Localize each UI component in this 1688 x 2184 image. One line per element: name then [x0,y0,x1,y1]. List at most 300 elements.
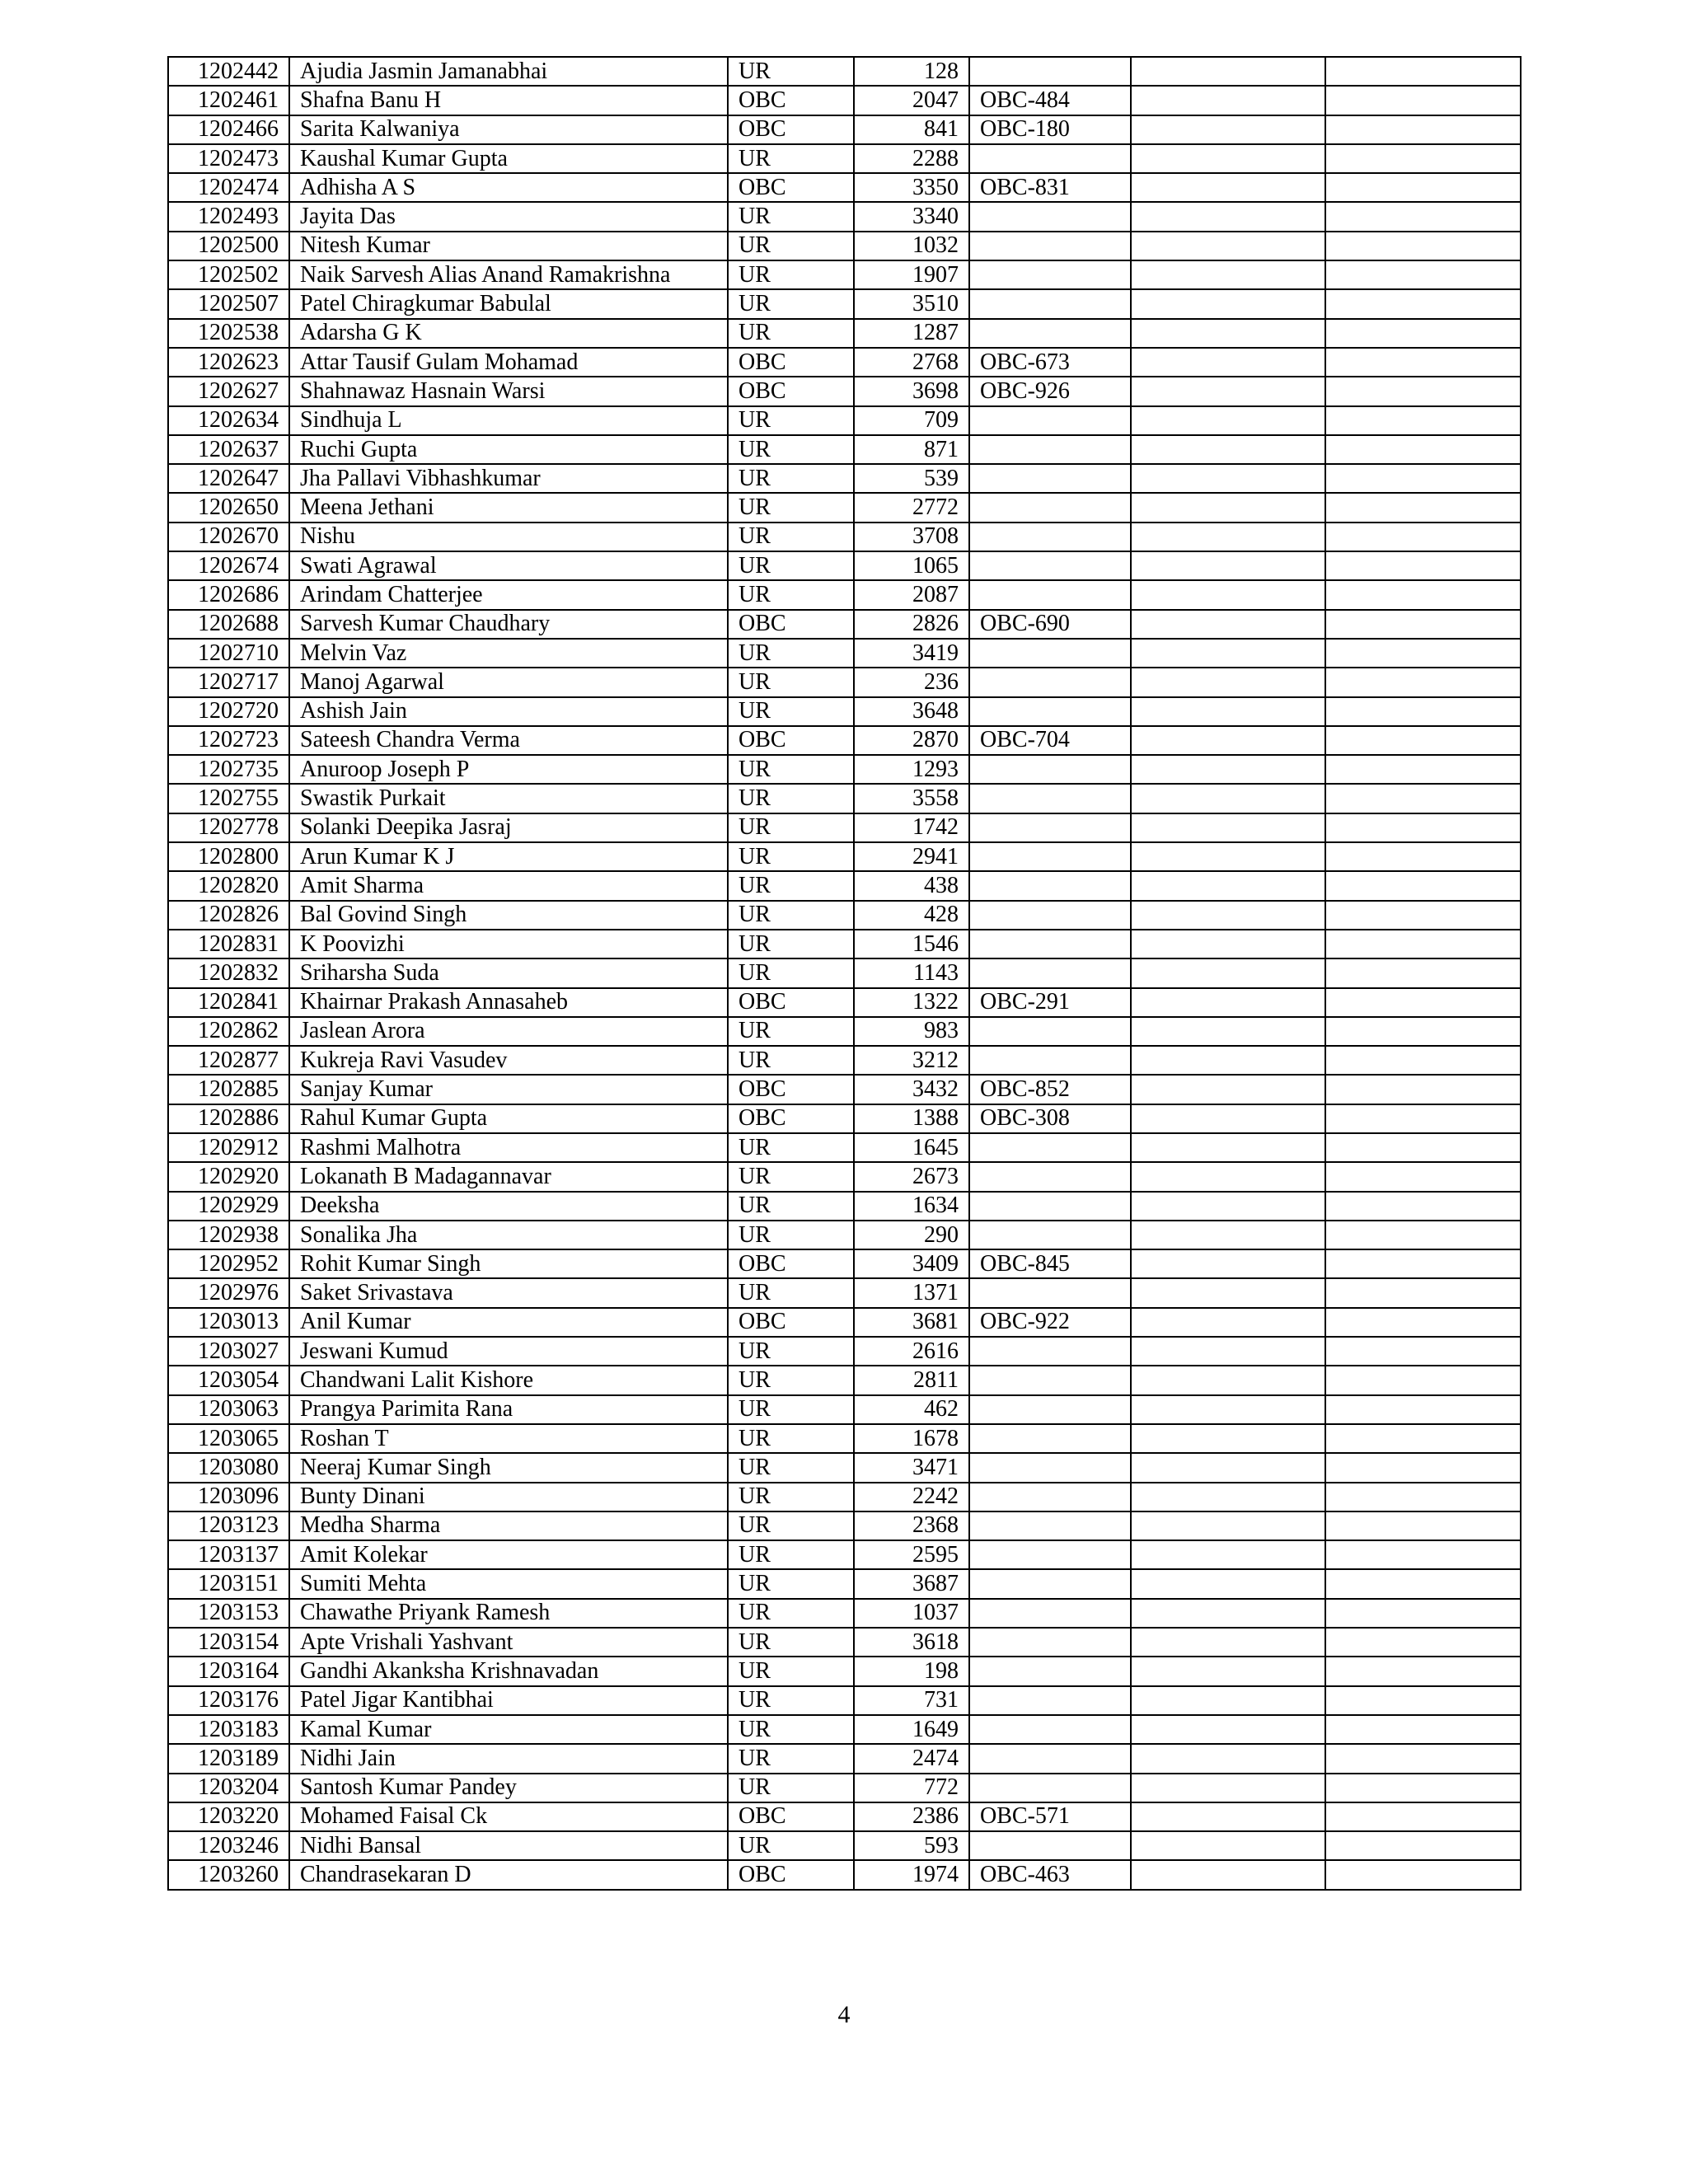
table-row [168,1831,1521,1860]
extra-cell [1325,726,1521,755]
roll-number-cell: 1202650 [168,493,289,522]
remarks-cell [1131,813,1325,842]
candidate-name-cell: Anil Kumar [289,1308,728,1337]
rank-cell: 2941 [854,842,969,871]
rank-cell: 3558 [854,784,969,813]
candidate-name-cell: Manoj Agarwal [289,668,728,696]
category-cell: UR [728,464,854,493]
extra-cell [1325,871,1521,900]
roll-number-cell: 1202623 [168,348,289,377]
category-rank-cell [969,1569,1131,1598]
candidate-name-cell: Ashish Jain [289,697,728,726]
category-rank-cell [969,901,1131,930]
roll-number-cell: 1202717 [168,668,289,696]
category-rank-cell [969,1657,1131,1685]
candidate-name-cell: Rashmi Malhotra [289,1133,728,1162]
candidate-name-cell: Nidhi Jain [289,1744,728,1773]
category-cell: UR [728,406,854,435]
extra-cell [1325,1424,1521,1453]
candidate-name-cell: Kaushal Kumar Gupta [289,144,728,173]
table-row [168,1628,1521,1657]
extra-cell [1325,1511,1521,1540]
rank-cell: 2768 [854,348,969,377]
category-rank-cell: OBC-180 [969,115,1131,144]
table-row [168,1860,1521,1889]
rank-cell: 1371 [854,1278,969,1307]
roll-number-cell: 1202442 [168,57,289,86]
rank-cell: 2870 [854,726,969,755]
remarks-cell [1131,57,1325,86]
candidate-name-cell: Prangya Parimita Rana [289,1395,728,1424]
category-rank-cell [969,493,1131,522]
category-cell: OBC [728,173,854,202]
category-cell: UR [728,755,854,784]
remarks-cell [1131,493,1325,522]
roll-number-cell: 1203063 [168,1395,289,1424]
rank-cell: 428 [854,901,969,930]
table-row [168,1540,1521,1569]
remarks-cell [1131,988,1325,1017]
remarks-cell [1131,1133,1325,1162]
remarks-cell [1131,901,1325,930]
category-cell: UR [728,1686,854,1715]
category-rank-cell [969,1686,1131,1715]
category-rank-cell [969,1395,1131,1424]
category-cell: UR [728,1831,854,1860]
category-rank-cell [969,1774,1131,1802]
category-rank-cell: OBC-308 [969,1104,1131,1133]
roll-number-cell: 1202674 [168,551,289,580]
extra-cell [1325,1075,1521,1104]
remarks-cell [1131,406,1325,435]
table-row [168,1337,1521,1366]
table-row [168,1744,1521,1773]
candidate-name-cell: Swati Agrawal [289,551,728,580]
rank-cell: 983 [854,1017,969,1046]
category-cell: UR [728,1628,854,1657]
extra-cell [1325,755,1521,784]
rank-cell: 1032 [854,232,969,260]
remarks-cell [1131,639,1325,668]
remarks-cell [1131,1453,1325,1482]
category-rank-cell [969,1221,1131,1249]
table-row [168,1657,1521,1685]
roll-number-cell: 1202841 [168,988,289,1017]
extra-cell [1325,1104,1521,1133]
rank-cell: 2087 [854,580,969,609]
candidate-name-cell: Medha Sharma [289,1511,728,1540]
candidate-name-cell: Sonalika Jha [289,1221,728,1249]
rank-cell: 3510 [854,289,969,318]
category-rank-cell [969,232,1131,260]
remarks-cell [1131,202,1325,231]
extra-cell [1325,958,1521,987]
category-rank-cell [969,1192,1131,1221]
remarks-cell [1131,930,1325,958]
extra-cell [1325,639,1521,668]
candidate-name-cell: Sanjay Kumar [289,1075,728,1104]
category-rank-cell [969,57,1131,86]
rank-cell: 2474 [854,1744,969,1773]
rank-cell: 2826 [854,610,969,639]
candidate-name-cell: Deeksha [289,1192,728,1221]
candidate-name-cell: Sarvesh Kumar Chaudhary [289,610,728,639]
table-row [168,115,1521,144]
extra-cell [1325,1657,1521,1685]
roll-number-cell: 1202952 [168,1249,289,1278]
table-row [168,1483,1521,1511]
remarks-cell [1131,1599,1325,1628]
table-row [168,726,1521,755]
category-rank-cell [969,1017,1131,1046]
candidate-name-cell: Bunty Dinani [289,1483,728,1511]
rank-cell: 1293 [854,755,969,784]
extra-cell [1325,930,1521,958]
rank-cell: 1143 [854,958,969,987]
category-cell: UR [728,523,854,551]
candidate-name-cell: Jeswani Kumud [289,1337,728,1366]
table-row [168,1715,1521,1744]
remarks-cell [1131,1424,1325,1453]
category-cell: UR [728,1744,854,1773]
candidate-name-cell: Rohit Kumar Singh [289,1249,728,1278]
category-rank-cell: OBC-673 [969,348,1131,377]
category-cell: OBC [728,726,854,755]
extra-cell [1325,1774,1521,1802]
table-row [168,901,1521,930]
category-rank-cell [969,1046,1131,1075]
extra-cell [1325,668,1521,696]
remarks-cell [1131,1366,1325,1394]
extra-cell [1325,1221,1521,1249]
rank-cell: 3350 [854,173,969,202]
category-cell: UR [728,697,854,726]
candidate-name-cell: Roshan T [289,1424,728,1453]
remarks-cell [1131,551,1325,580]
roll-number-cell: 1202862 [168,1017,289,1046]
remarks-cell [1131,1483,1325,1511]
category-rank-cell [969,668,1131,696]
roll-number-cell: 1203189 [168,1744,289,1773]
roll-number-cell: 1203137 [168,1540,289,1569]
category-rank-cell [969,406,1131,435]
category-cell: OBC [728,1802,854,1831]
category-rank-cell: OBC-690 [969,610,1131,639]
candidate-name-cell: Sindhuja L [289,406,728,435]
remarks-cell [1131,115,1325,144]
table-row [168,668,1521,696]
candidate-name-cell: Attar Tausif Gulam Mohamad [289,348,728,377]
table-row [168,1395,1521,1424]
remarks-cell [1131,697,1325,726]
category-cell: UR [728,1046,854,1075]
table-row [168,493,1521,522]
extra-cell [1325,1483,1521,1511]
category-cell: UR [728,958,854,987]
category-cell: UR [728,1774,854,1802]
rank-cell: 2595 [854,1540,969,1569]
category-rank-cell [969,464,1131,493]
category-cell: UR [728,842,854,871]
candidate-name-cell: Arindam Chatterjee [289,580,728,609]
candidate-name-cell: Lokanath B Madagannavar [289,1162,728,1191]
category-cell: UR [728,871,854,900]
rank-cell: 2368 [854,1511,969,1540]
category-rank-cell: OBC-484 [969,86,1131,115]
remarks-cell [1131,86,1325,115]
extra-cell [1325,493,1521,522]
roll-number-cell: 1202826 [168,901,289,930]
rank-cell: 3340 [854,202,969,231]
category-cell: OBC [728,988,854,1017]
roll-number-cell: 1202473 [168,144,289,173]
category-cell: UR [728,930,854,958]
category-rank-cell: OBC-571 [969,1802,1131,1831]
table-row [168,289,1521,318]
category-rank-cell [969,1744,1131,1773]
roll-number-cell: 1203123 [168,1511,289,1540]
extra-cell [1325,1744,1521,1773]
extra-cell [1325,406,1521,435]
rank-cell: 731 [854,1686,969,1715]
extra-cell [1325,1715,1521,1744]
category-cell: UR [728,144,854,173]
category-cell: OBC [728,377,854,405]
category-cell: UR [728,668,854,696]
candidate-name-cell: Neeraj Kumar Singh [289,1453,728,1482]
candidate-name-cell: K Poovizhi [289,930,728,958]
rank-cell: 1907 [854,260,969,289]
candidate-name-cell: Khairnar Prakash Annasaheb [289,988,728,1017]
table-row [168,86,1521,115]
roll-number-cell: 1203096 [168,1483,289,1511]
remarks-cell [1131,871,1325,900]
rank-cell: 1287 [854,319,969,348]
table-row [168,580,1521,609]
category-cell: OBC [728,86,854,115]
category-rank-cell [969,1278,1131,1307]
category-cell: UR [728,202,854,231]
rank-cell: 1546 [854,930,969,958]
remarks-cell [1131,1104,1325,1133]
category-rank-cell [969,1540,1131,1569]
table-row [168,173,1521,202]
remarks-cell [1131,377,1325,405]
category-cell: UR [728,1569,854,1598]
category-cell: UR [728,1424,854,1453]
category-cell: OBC [728,1860,854,1889]
table-row [168,1366,1521,1394]
table-row [168,610,1521,639]
roll-number-cell: 1202500 [168,232,289,260]
remarks-cell [1131,1569,1325,1598]
candidate-name-cell: Patel Jigar Kantibhai [289,1686,728,1715]
candidate-name-cell: Sriharsha Suda [289,958,728,987]
roll-number-cell: 1202938 [168,1221,289,1249]
roll-number-cell: 1202831 [168,930,289,958]
results-table [167,56,1522,1891]
extra-cell [1325,1366,1521,1394]
roll-number-cell: 1202634 [168,406,289,435]
category-rank-cell [969,1831,1131,1860]
roll-number-cell: 1202502 [168,260,289,289]
rank-cell: 539 [854,464,969,493]
remarks-cell [1131,144,1325,173]
extra-cell [1325,260,1521,289]
candidate-name-cell: Meena Jethani [289,493,728,522]
rank-cell: 772 [854,1774,969,1802]
category-rank-cell [969,319,1131,348]
candidate-name-cell: Sarita Kalwaniya [289,115,728,144]
extra-cell [1325,57,1521,86]
rank-cell: 3648 [854,697,969,726]
candidate-name-cell: Ruchi Gupta [289,435,728,464]
extra-cell [1325,1278,1521,1307]
extra-cell [1325,289,1521,318]
table-row [168,1278,1521,1307]
category-cell: UR [728,1278,854,1307]
remarks-cell [1131,755,1325,784]
category-cell: UR [728,1657,854,1685]
roll-number-cell: 1202755 [168,784,289,813]
candidate-name-cell: Adhisha A S [289,173,728,202]
candidate-name-cell: Anuroop Joseph P [289,755,728,784]
rank-cell: 290 [854,1221,969,1249]
category-cell: OBC [728,1249,854,1278]
remarks-cell [1131,435,1325,464]
table-row [168,1046,1521,1075]
extra-cell [1325,1802,1521,1831]
category-rank-cell [969,813,1131,842]
extra-cell [1325,1308,1521,1337]
rank-cell: 2616 [854,1337,969,1366]
remarks-cell [1131,610,1325,639]
rank-cell: 2386 [854,1802,969,1831]
roll-number-cell: 1202466 [168,115,289,144]
category-cell: UR [728,1599,854,1628]
remarks-cell [1131,289,1325,318]
extra-cell [1325,232,1521,260]
remarks-cell [1131,1744,1325,1773]
extra-cell [1325,1453,1521,1482]
extra-cell [1325,580,1521,609]
category-rank-cell [969,1366,1131,1394]
category-cell: UR [728,1453,854,1482]
extra-cell [1325,435,1521,464]
table-row [168,1511,1521,1540]
table-row [168,1249,1521,1278]
category-cell: UR [728,1366,854,1394]
rank-cell: 3419 [854,639,969,668]
rank-cell: 2047 [854,86,969,115]
category-rank-cell [969,755,1131,784]
roll-number-cell: 1202461 [168,86,289,115]
category-rank-cell: OBC-463 [969,1860,1131,1889]
rank-cell: 1649 [854,1715,969,1744]
remarks-cell [1131,1511,1325,1540]
rank-cell: 593 [854,1831,969,1860]
category-cell: UR [728,1395,854,1424]
rank-cell: 3698 [854,377,969,405]
roll-number-cell: 1202710 [168,639,289,668]
candidate-name-cell: Naik Sarvesh Alias Anand Ramakrishna [289,260,728,289]
candidate-name-cell: Nidhi Bansal [289,1831,728,1860]
remarks-cell [1131,958,1325,987]
remarks-cell [1131,1860,1325,1889]
table-row [168,697,1521,726]
table-row [168,551,1521,580]
category-rank-cell [969,958,1131,987]
table-row [168,1453,1521,1482]
extra-cell [1325,115,1521,144]
category-cell: UR [728,1221,854,1249]
category-rank-cell [969,1628,1131,1657]
extra-cell [1325,319,1521,348]
rank-cell: 3618 [854,1628,969,1657]
remarks-cell [1131,1657,1325,1685]
table-row [168,639,1521,668]
category-cell: UR [728,1162,854,1191]
rank-cell: 871 [854,435,969,464]
rank-cell: 3471 [854,1453,969,1482]
remarks-cell [1131,1046,1325,1075]
candidate-name-cell: Santosh Kumar Pandey [289,1774,728,1802]
candidate-name-cell: Shafna Banu H [289,86,728,115]
extra-cell [1325,1046,1521,1075]
table-row [168,523,1521,551]
roll-number-cell: 1202720 [168,697,289,726]
roll-number-cell: 1202800 [168,842,289,871]
table-row [168,871,1521,900]
rank-cell: 841 [854,115,969,144]
candidate-name-cell: Jaslean Arora [289,1017,728,1046]
remarks-cell [1131,1162,1325,1191]
roll-number-cell: 1202832 [168,958,289,987]
remarks-cell [1131,348,1325,377]
extra-cell [1325,813,1521,842]
table-row [168,1133,1521,1162]
category-cell: UR [728,1715,854,1744]
roll-number-cell: 1202920 [168,1162,289,1191]
category-rank-cell [969,435,1131,464]
table-row [168,232,1521,260]
category-cell: OBC [728,1308,854,1337]
extra-cell [1325,1133,1521,1162]
category-cell: UR [728,1017,854,1046]
rank-cell: 1322 [854,988,969,1017]
roll-number-cell: 1202778 [168,813,289,842]
category-cell: UR [728,1337,854,1366]
category-cell: UR [728,813,854,842]
category-rank-cell [969,523,1131,551]
rank-cell: 1065 [854,551,969,580]
roll-number-cell: 1203220 [168,1802,289,1831]
remarks-cell [1131,580,1325,609]
remarks-cell [1131,1221,1325,1249]
rank-cell: 128 [854,57,969,86]
roll-number-cell: 1202670 [168,523,289,551]
category-cell: UR [728,1511,854,1540]
candidate-name-cell: Chawathe Priyank Ramesh [289,1599,728,1628]
remarks-cell [1131,1017,1325,1046]
extra-cell [1325,1337,1521,1366]
roll-number-cell: 1203153 [168,1599,289,1628]
category-cell: OBC [728,1075,854,1104]
category-cell: UR [728,319,854,348]
rank-cell: 3708 [854,523,969,551]
candidate-name-cell: Patel Chiragkumar Babulal [289,289,728,318]
roll-number-cell: 1202877 [168,1046,289,1075]
